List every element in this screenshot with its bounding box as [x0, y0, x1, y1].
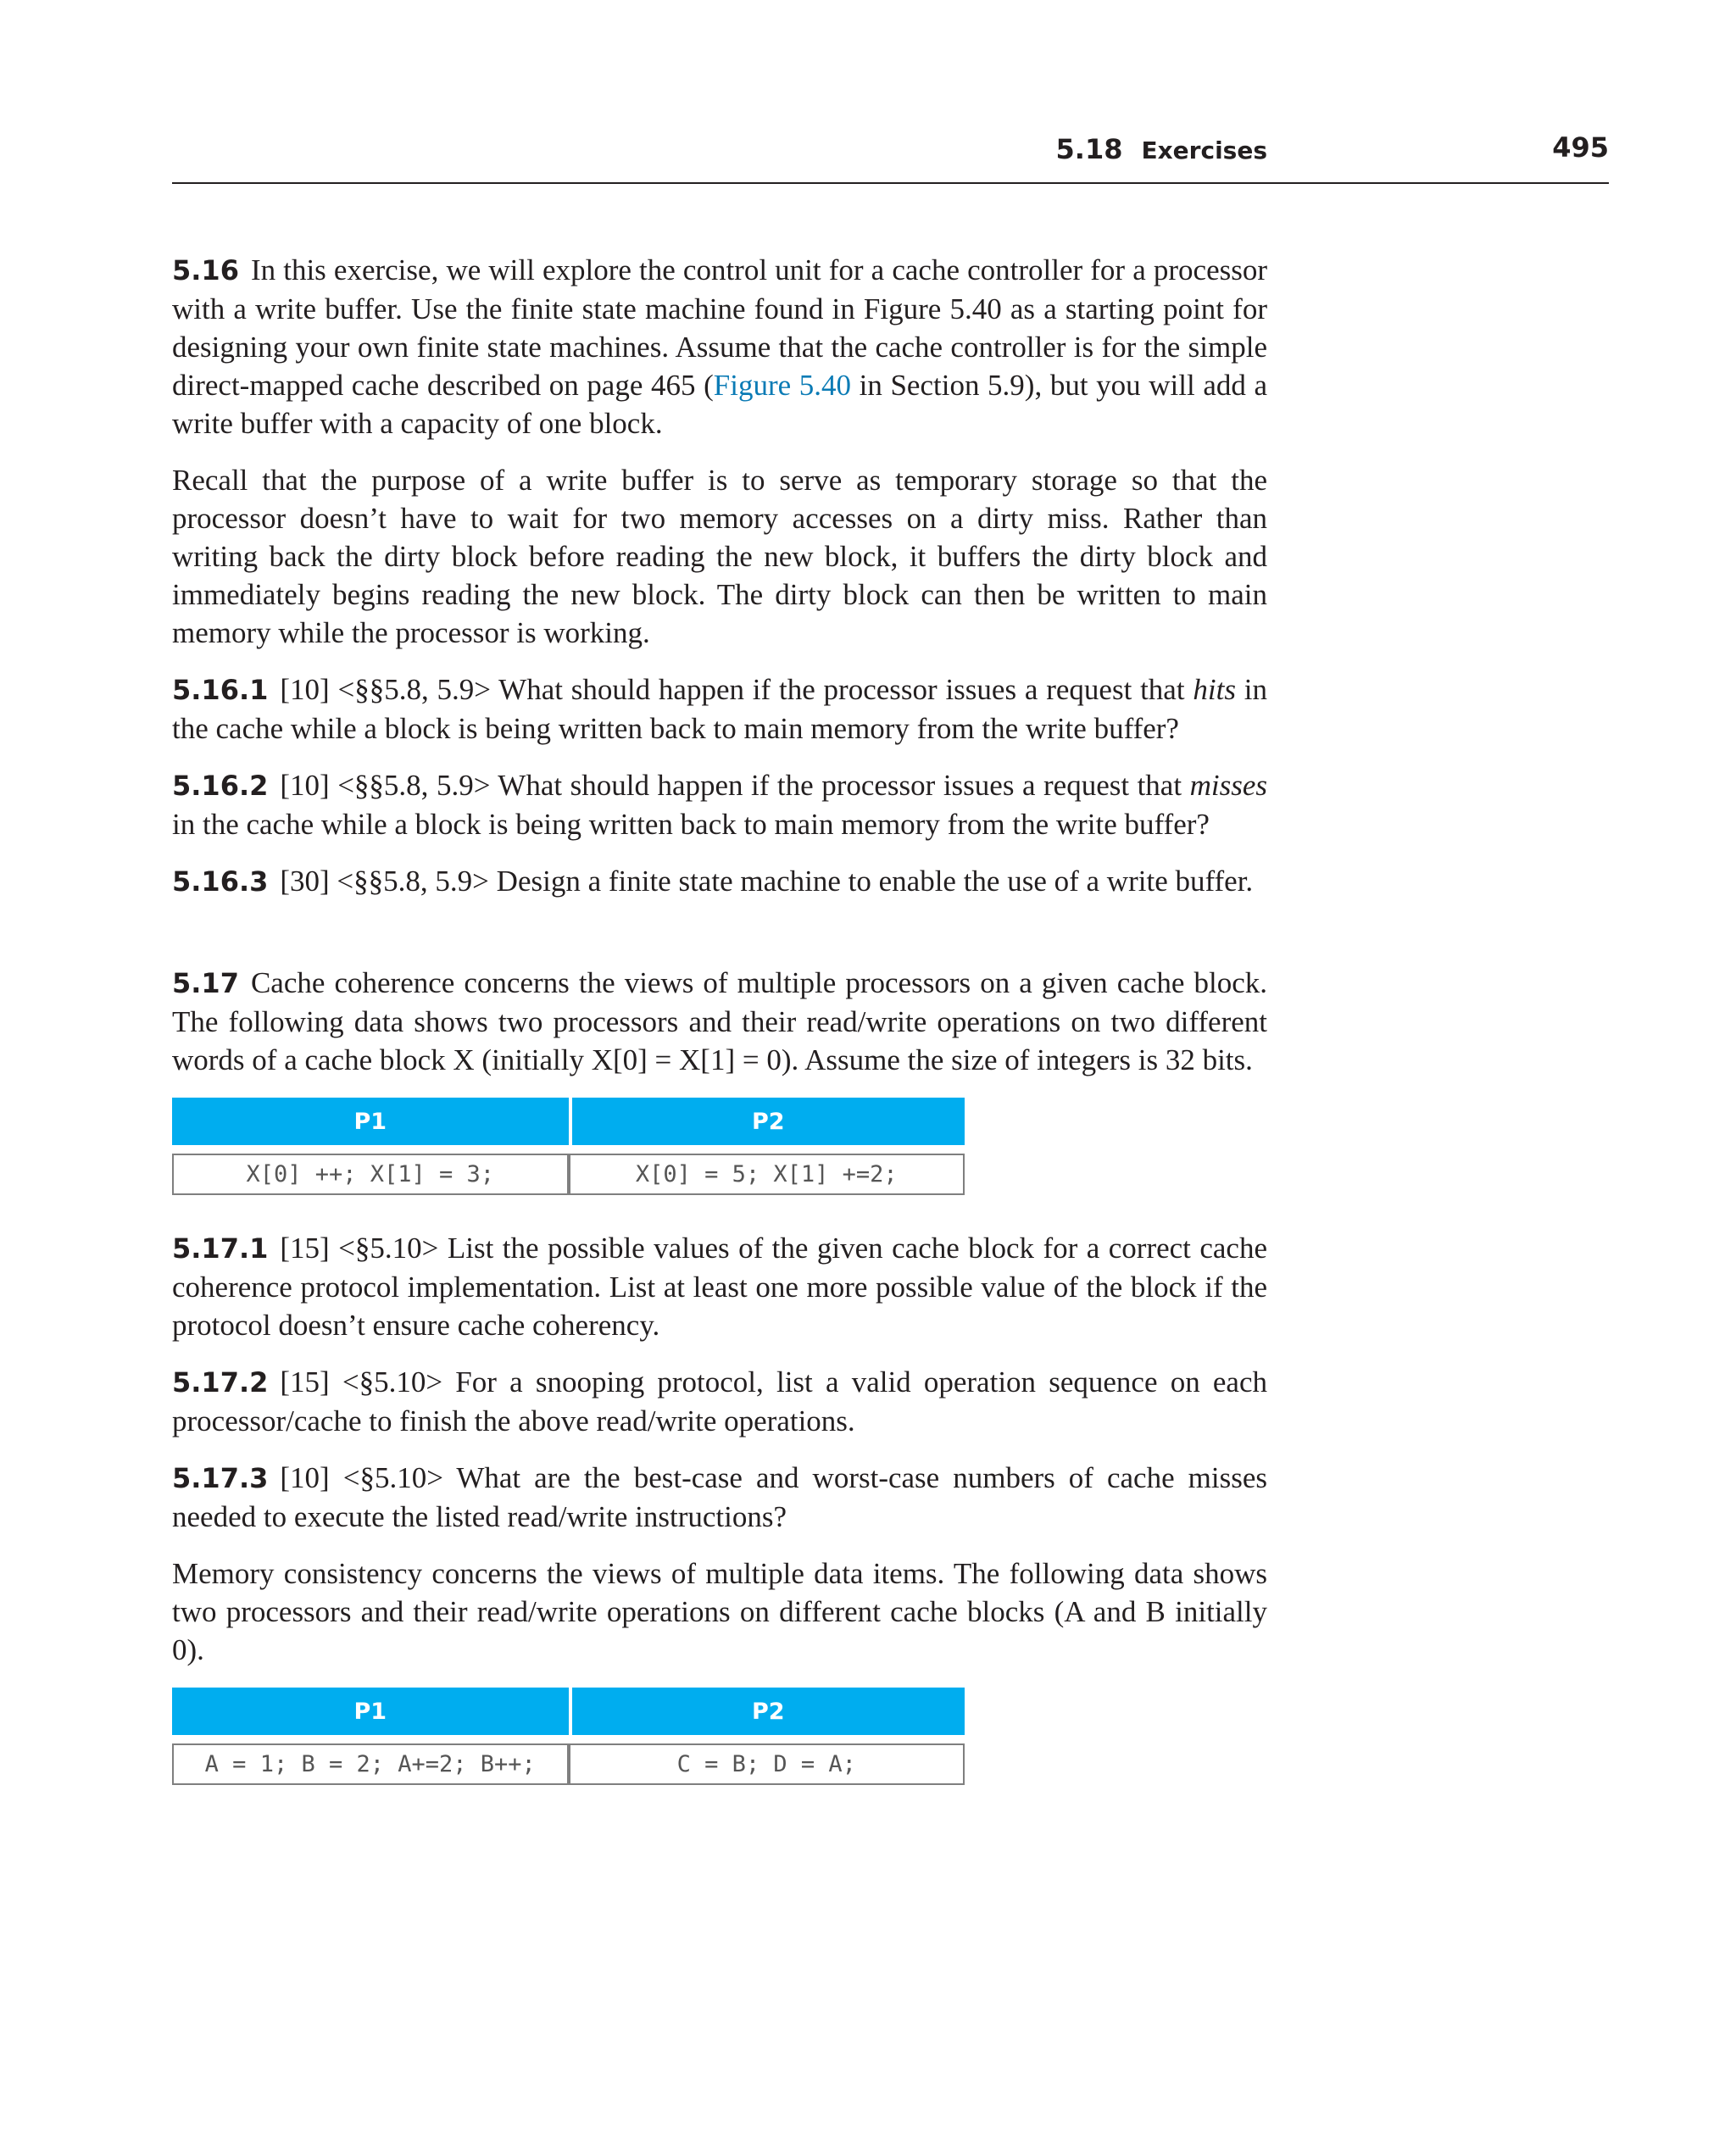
question-number: 5.17.3	[172, 1462, 269, 1494]
question-emphasis: hits	[1193, 673, 1236, 706]
question-5-16-2	[172, 766, 1267, 843]
exercise-text-continued: in Section 5.9), but you will add a write buffer with a capacity of one block.	[172, 369, 1268, 440]
exercise-number: 5.16	[172, 254, 239, 286]
exercise-text: In this exercise, we will explore the control unit for a cache controller for a processor with a write buffer. Use the finite state machine found in Figure 5.40 as a starting point for designing your own finite state machines. Assume that the cache controller is for the simple direct-mapped cache described on page 465 (	[172, 253, 1267, 402]
question-5-17-1	[172, 1229, 1267, 1344]
question-emphasis: misses	[1189, 769, 1267, 802]
running-header	[172, 131, 1609, 184]
table-header-row	[172, 1098, 965, 1145]
question-text-continued: in the cache while a block is being written back to main memory from the write buffer?	[172, 808, 1210, 841]
exercise-5-17-intro	[172, 964, 1267, 1079]
question-number: 5.16.2	[172, 770, 269, 802]
question-text: [10] <§§5.8, 5.9> What should happen if the processor issues a request that	[280, 673, 1194, 706]
page-body	[172, 251, 1267, 1819]
table-row	[172, 1743, 965, 1785]
question-number: 5.16.3	[172, 865, 269, 898]
section-number: 5.18	[1055, 133, 1123, 165]
exercise-5-16-intro	[172, 251, 1267, 442]
exercise-number: 5.17	[172, 967, 239, 999]
cache-coherence-table	[172, 1098, 965, 1195]
p1-operations: X[0] ++; X[1] = 3;	[172, 1154, 569, 1195]
table-spacer	[172, 1145, 965, 1154]
question-text: [10] <§§5.8, 5.9> What should happen if the processor issues a request that	[280, 769, 1190, 802]
exercise-5-16-paragraph: Recall that the purpose of a write buffer is to serve as temporary storage so that the processor doesn’t have to wait for two memory accesses on a dirty miss. Rather than writing back the dirty block before reading the new block, it buffers the dirty block and immediately begins reading the new block. The dirty block can then be written to main memory while the processor is working.	[172, 464, 1267, 649]
column-header-p2: P2	[569, 1688, 965, 1735]
question-5-16-1	[172, 670, 1267, 748]
question-number: 5.16.1	[172, 674, 269, 706]
section-heading	[1056, 133, 1267, 165]
table-spacer	[172, 1735, 965, 1743]
exercise-text: Cache coherence concerns the views of multiple processors on a given cache block. The following data shows two processors and their read/write operations on two different words of a cache block X (initially X[0] = X[1] = 0). Assume the size of integers is 32 bits.	[172, 966, 1267, 1076]
question-text: [10] <§5.10> What are the best-case and worst-case numbers of cache misses needed to execute the listed read/write instructions?	[172, 1461, 1267, 1533]
figure-link[interactable]: Figure 5.40	[713, 369, 852, 402]
question-text: [30] <§§5.8, 5.9> Design a finite state machine to enable the use of a write buffer.	[280, 865, 1254, 898]
p2-operations: X[0] = 5; X[1] +=2;	[569, 1154, 965, 1195]
table-header-row	[172, 1688, 965, 1735]
question-text: [15] <§5.10> List the possible values of the given cache block for a correct cache coherence protocol implementation. List at least one more possible value of the block if the protocol doesn’t ensure cache coherency.	[172, 1232, 1267, 1342]
question-5-17-3	[172, 1459, 1267, 1536]
question-number: 5.17.2	[172, 1366, 269, 1399]
column-header-p2: P2	[569, 1098, 965, 1145]
question-5-17-2	[172, 1363, 1267, 1440]
question-number: 5.17.1	[172, 1232, 269, 1265]
question-text-continued: in the cache while a block is being written back to main memory from the write buffer?	[172, 673, 1267, 745]
p1-operations: A = 1; B = 2; A+=2; B++;	[172, 1743, 569, 1785]
table-row	[172, 1154, 965, 1195]
memory-consistency-paragraph: Memory consistency concerns the views of multiple data items. The following data shows two processors and their read/write operations on different cache blocks (A and B initially 0).	[172, 1557, 1267, 1666]
question-text: [15] <§5.10> For a snooping protocol, list a valid operation sequence on each processor/cache to finish the above read/write operations.	[172, 1365, 1267, 1438]
question-5-16-3	[172, 862, 1267, 901]
p2-operations: C = B; D = A;	[569, 1743, 965, 1785]
memory-consistency-table	[172, 1688, 965, 1785]
column-header-p1: P1	[172, 1098, 569, 1145]
section-title: Exercises	[1141, 136, 1267, 164]
column-header-p1: P1	[172, 1688, 569, 1735]
exercise-separator	[172, 920, 1267, 964]
page-number: 495	[1552, 131, 1609, 164]
